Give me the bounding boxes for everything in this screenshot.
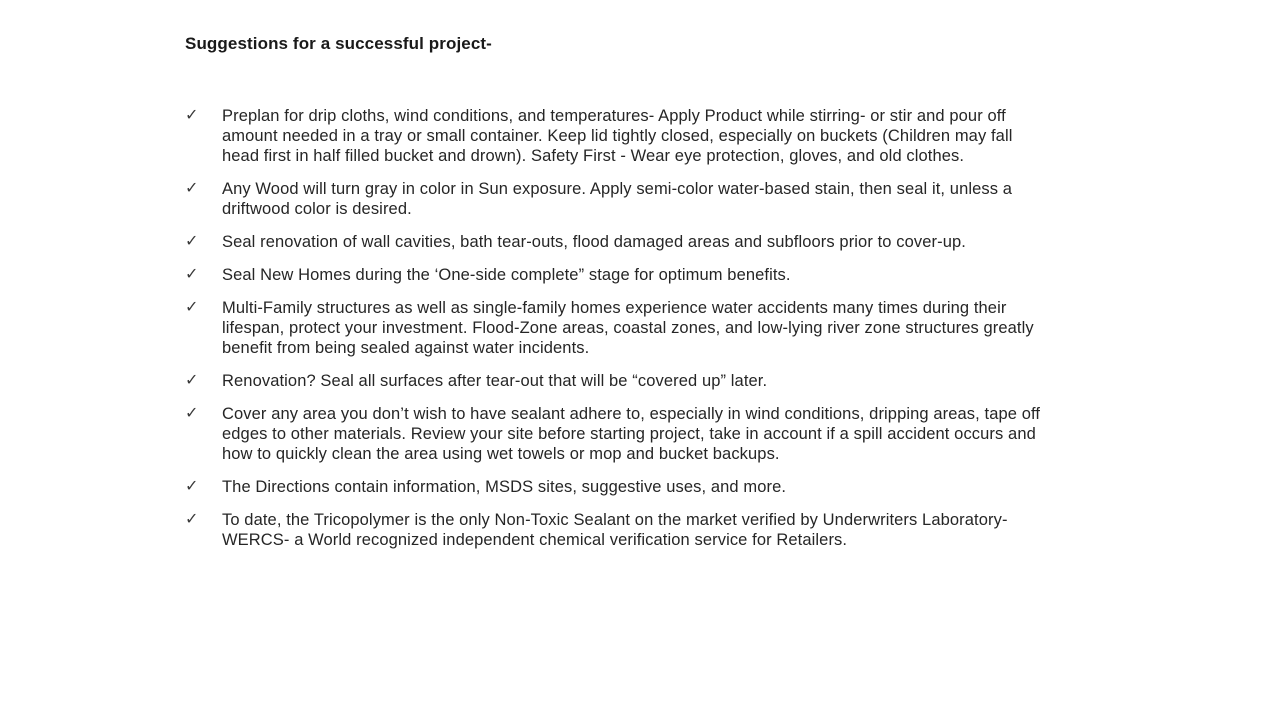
checkmark-icon: ✓ [185,405,199,422]
checkmark-icon: ✓ [185,478,199,495]
slide-content-area [185,34,1045,563]
bullet-text: Seal New Homes during the ‘One-side complete” stage for optimum benefits. [222,266,791,284]
bullet-list [185,106,1045,550]
checkmark-icon: ✓ [185,233,199,250]
list-item [185,232,1045,252]
list-item [185,106,1045,166]
bullet-text: Multi-Family structures as well as single-family homes experience water accidents many times during their lifespan, protect your investment. Flood-Zone areas, coastal zones, and low-lying river zone structures greatly benefit from being sealed against water incidents. [222,299,1034,357]
list-item [185,404,1045,464]
bullet-text: Cover any area you don’t wish to have sealant adhere to, especially in wind conditions, dripping areas, tape off edges to other materials. Review your site before starting project, take in account if a spill accident occurs and how to quickly clean the area using wet towels or mop and bucket backups. [222,405,1041,463]
checkmark-icon: ✓ [185,180,199,197]
bullet-text: Renovation? Seal all surfaces after tear-out that will be “covered up” later. [222,372,768,390]
list-item [185,371,1045,391]
list-item [185,265,1045,285]
list-item [185,477,1045,497]
list-item [185,298,1045,358]
bullet-text: The Directions contain information, MSDS sites, suggestive uses, and more. [222,478,787,496]
checkmark-icon: ✓ [185,511,199,528]
list-item [185,179,1045,219]
checkmark-icon: ✓ [185,266,199,283]
checkmark-icon: ✓ [185,372,199,389]
checkmark-icon: ✓ [185,299,199,316]
bullet-text: Preplan for drip cloths, wind conditions, and temperatures- Apply Product while stirring- or stir and pour off amount needed in a tray or small container. Keep lid tightly closed, especially on buckets (Children may fall head first in half filled bucket and drown). Safety First - Wear eye protection, gloves, and old clothes. [222,107,1013,165]
checkmark-icon: ✓ [185,107,199,124]
bullet-text: Seal renovation of wall cavities, bath tear-outs, flood damaged areas and subfloors prior to cover-up. [222,233,966,251]
bullet-text: Any Wood will turn gray in color in Sun exposure. Apply semi-color water-based stain, then seal it, unless a driftwood color is desired. [222,180,1013,218]
list-item [185,510,1045,550]
slide-title: Suggestions for a successful project- [185,34,492,53]
bullet-text: To date, the Tricopolymer is the only Non-Toxic Sealant on the market verified by Underwriters Laboratory-WERCS- a World recognized independent chemical verification service for Retailers. [222,511,1008,549]
